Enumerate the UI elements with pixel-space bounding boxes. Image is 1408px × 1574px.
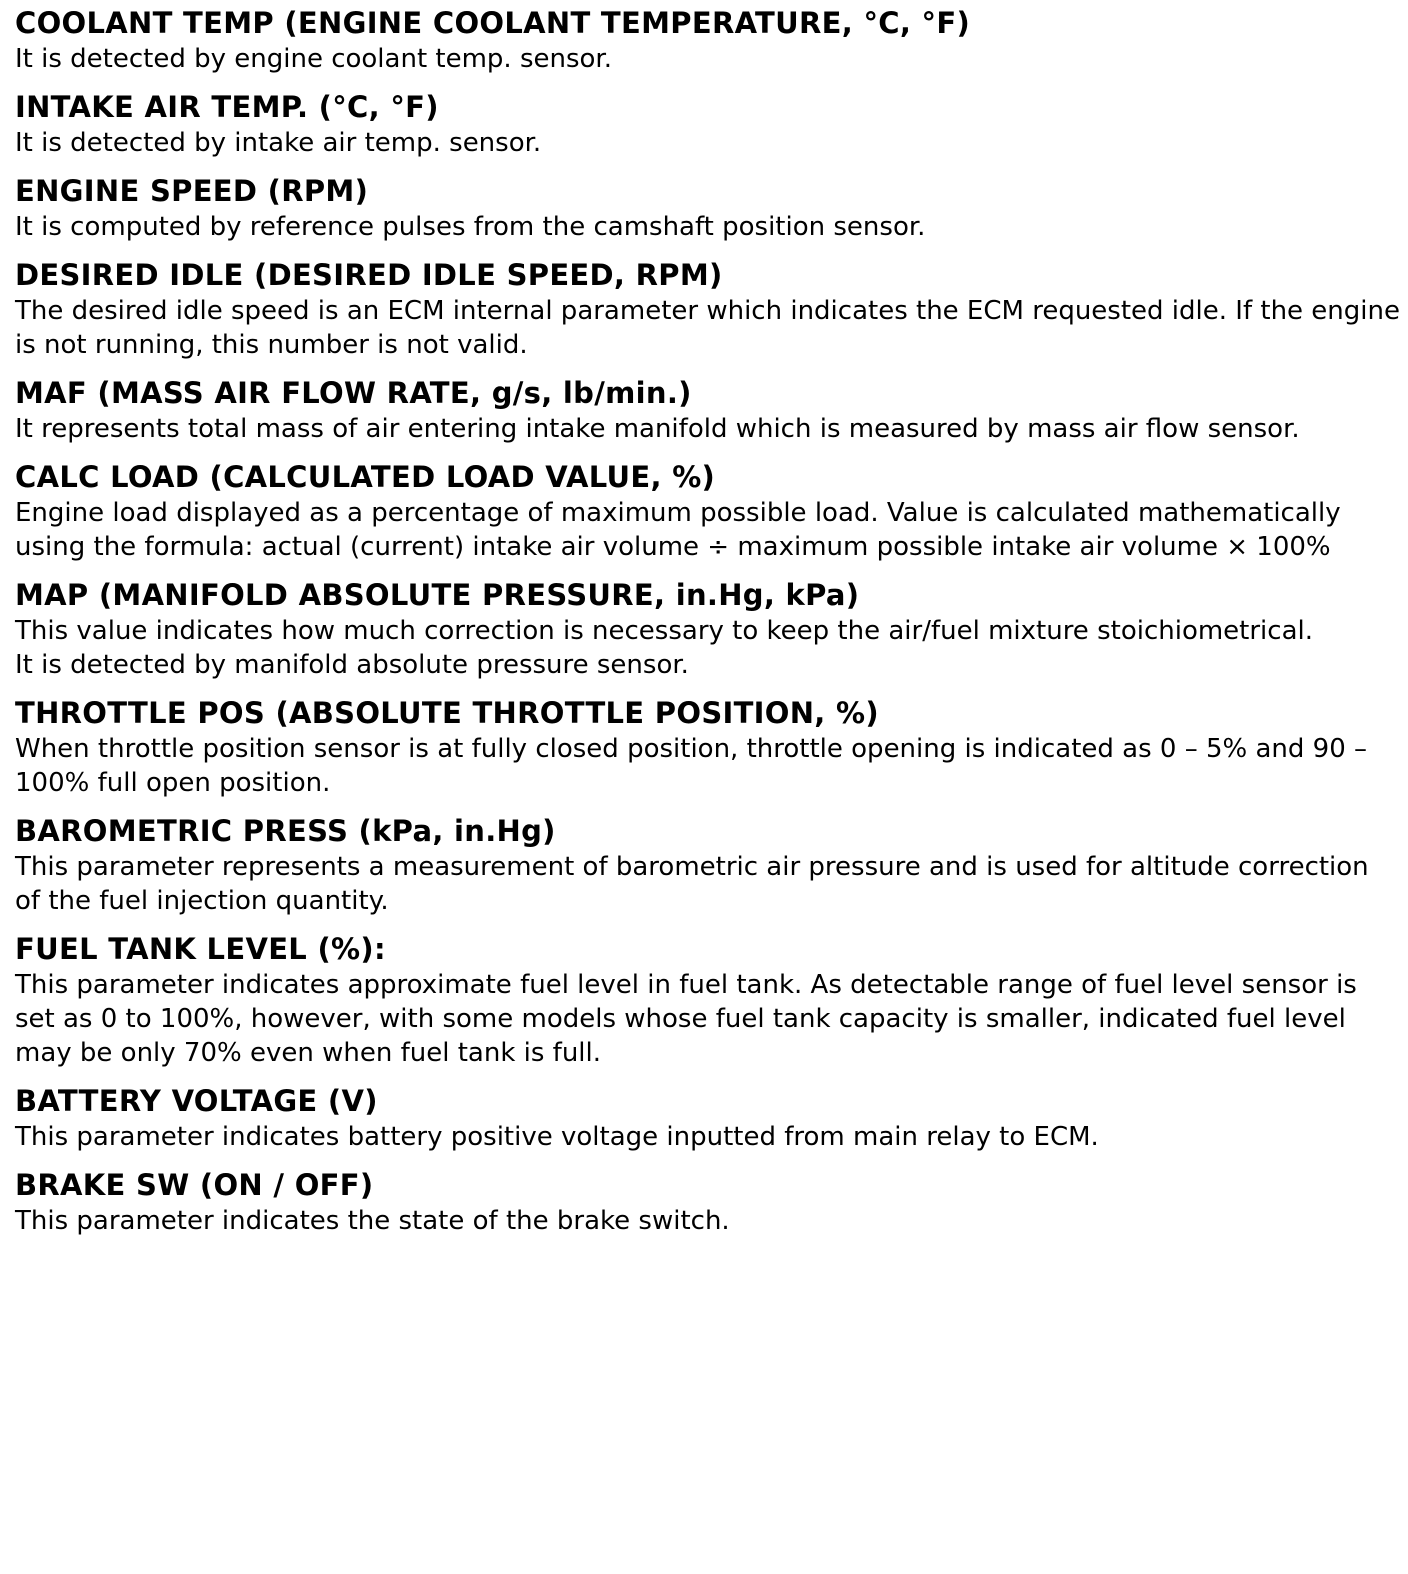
entry-title: BRAKE SW (ON / OFF) (15, 1168, 374, 1202)
entry-barometric-press (15, 812, 1400, 918)
entry-description: This value indicates how much correction is necessary to keep the air/fuel mixture stoichiometrical. (15, 616, 1313, 646)
entry-title: ENGINE SPEED (RPM) (15, 174, 369, 208)
entry-title: COOLANT TEMP (ENGINE COOLANT TEMPERATURE, °C, °F) (15, 6, 971, 40)
entry-engine-speed (15, 172, 1400, 244)
entry-description: This parameter indicates the state of the brake switch. (15, 1206, 730, 1236)
entry-battery-voltage (15, 1082, 1400, 1154)
entry-title: DESIRED IDLE (DESIRED IDLE SPEED, RPM) (15, 258, 723, 292)
entry-brake-sw (15, 1166, 1400, 1238)
entry-title: MAP (MANIFOLD ABSOLUTE PRESSURE, in.Hg, kPa) (15, 578, 860, 612)
entry-fuel-tank-level (15, 930, 1400, 1070)
entry-maf (15, 374, 1400, 446)
entry-description: It is detected by engine coolant temp. sensor. (15, 44, 612, 74)
entry-throttle-pos (15, 694, 1400, 800)
entry-description: It is computed by reference pulses from the camshaft position sensor. (15, 212, 926, 242)
entry-description: This parameter represents a measurement of barometric air pressure and is used for altitude correction of the fuel injection quantity. (15, 852, 1369, 916)
entry-title: BAROMETRIC PRESS (kPa, in.Hg) (15, 814, 556, 848)
entry-title: INTAKE AIR TEMP. (°C, °F) (15, 90, 439, 124)
entry-intake-air-temp (15, 88, 1400, 160)
entry-title: BATTERY VOLTAGE (V) (15, 1084, 378, 1118)
entry-description: This parameter indicates approximate fuel level in fuel tank. As detectable range of fuel level sensor is set as 0 to 100%, however, with some models whose fuel tank capacity is smaller, indicated fuel level may be only 70% even when fuel tank is full. (15, 970, 1357, 1068)
entry-description: The desired idle speed is an ECM internal parameter which indicates the ECM requested idle. If the engine is not running, this number is not valid. (15, 296, 1400, 360)
entry-description: This parameter indicates battery positive voltage inputted from main relay to ECM. (15, 1122, 1099, 1152)
entry-description: Engine load displayed as a percentage of maximum possible load. Value is calculated mathematically using the formula: actual (current) intake air volume ÷ maximum possible intake air volume × 100% (15, 498, 1341, 562)
entry-description: It represents total mass of air entering intake manifold which is measured by mass air flow sensor. (15, 414, 1300, 444)
entry-title: THROTTLE POS (ABSOLUTE THROTTLE POSITION, %) (15, 696, 879, 730)
entry-title: CALC LOAD (CALCULATED LOAD VALUE, %) (15, 460, 716, 494)
entry-description: When throttle position sensor is at fully closed position, throttle opening is indicated as 0 – 5% and 90 – 100% full open position. (15, 734, 1368, 798)
entry-map (15, 576, 1400, 682)
parameter-definitions (15, 4, 1400, 1250)
entry-calc-load (15, 458, 1400, 564)
entry-description: It is detected by manifold absolute pressure sensor. (15, 650, 689, 680)
entry-description: It is detected by intake air temp. sensor. (15, 128, 542, 158)
entry-title: FUEL TANK LEVEL (%): (15, 932, 386, 966)
entry-title: MAF (MASS AIR FLOW RATE, g/s, lb/min.) (15, 376, 692, 410)
entry-coolant-temp (15, 4, 1400, 76)
entry-desired-idle (15, 256, 1400, 362)
